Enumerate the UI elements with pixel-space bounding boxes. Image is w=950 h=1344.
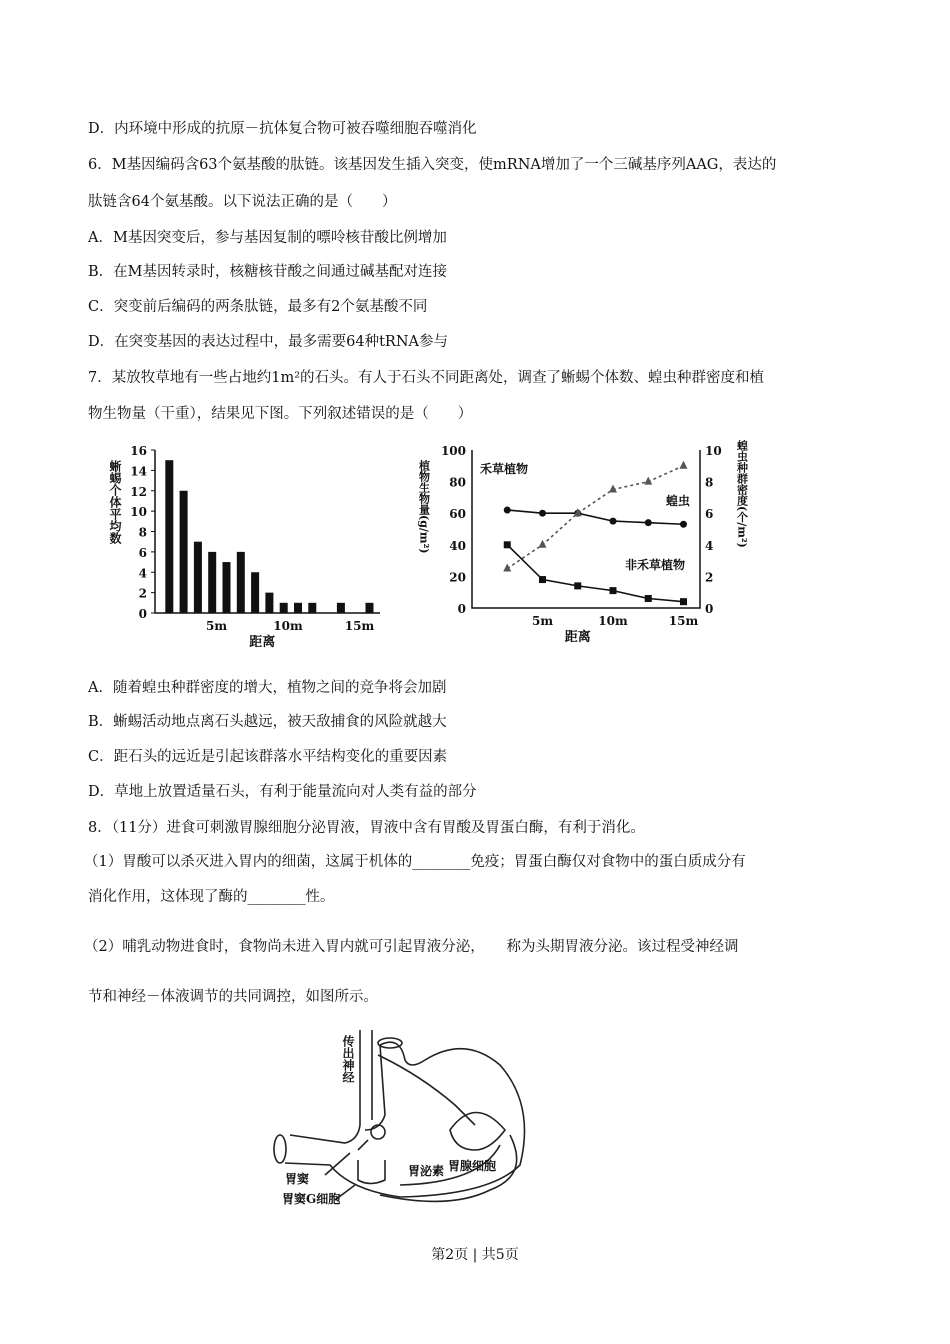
- bar: [280, 603, 288, 613]
- x-axis-label: 距离: [249, 635, 276, 650]
- bar: [180, 491, 188, 613]
- question-6: 6．M基因编码含63个氨基酸的肽链。该基因发生插入突变，使mRNA增加了一个三碱基序列AAG，表达的: [88, 157, 777, 173]
- y-tick-label: 40: [449, 538, 466, 553]
- x-tick-label: 15m: [344, 619, 375, 633]
- bar: [366, 603, 374, 613]
- stomach-diagram: [250, 1025, 550, 1225]
- option-a: A．随着蝗虫种群密度的增大，植物之间的竞争将会加剧: [88, 680, 447, 696]
- y-right-tick-label: 8: [705, 475, 714, 490]
- option-b: B．蜥蜴活动地点离石头越远，被天敌捕食的风险就越大: [88, 714, 447, 730]
- x-axis-label: 距离: [564, 630, 591, 645]
- bar: [194, 542, 202, 613]
- point: [680, 461, 688, 469]
- y-tick-label: 12: [130, 484, 147, 499]
- option-d: D．在突变基因的表达过程中，最多需要64种tRNA参与: [88, 334, 448, 350]
- point: [574, 582, 581, 589]
- point: [680, 598, 687, 605]
- y-right-tick-label: 0: [705, 602, 714, 616]
- lizard-bar-chart: [95, 430, 415, 650]
- point: [504, 507, 511, 514]
- text-line: 节和神经－体液调节的共同调控，如图所示。: [88, 989, 378, 1005]
- series-label: 蝗虫: [665, 494, 691, 508]
- y-right-tick-label: 2: [705, 570, 714, 585]
- bar: [165, 460, 173, 613]
- y-right-tick-label: 6: [705, 507, 714, 522]
- y-tick-label: 2: [138, 586, 147, 601]
- x-tick-label: 5m: [531, 614, 554, 628]
- text-line: 消化作用，这体现了酶的________性。: [88, 889, 335, 905]
- point: [539, 540, 547, 548]
- x-tick-label: 15m: [668, 614, 699, 628]
- y-tick-label: 16: [130, 444, 147, 458]
- question-7: 7．某放牧草地有一些占地约1m²的石头。有人于石头不同距离处，调查了蜥蜴个体数、蝗虫种群密度和植: [88, 370, 765, 386]
- gastric-gland-cell-label: 胃腺细胞: [448, 1159, 497, 1173]
- plant-locust-line-chart: [410, 430, 760, 650]
- point: [680, 521, 687, 528]
- x-tick-label: 5m: [205, 619, 228, 633]
- bar: [265, 593, 273, 613]
- series-line: [507, 510, 683, 524]
- bar: [208, 552, 216, 613]
- y-right-axis-label: 蝗虫种群密度(个/m²): [735, 440, 749, 548]
- bar: [251, 572, 259, 613]
- y-tick-label: 0: [138, 607, 147, 621]
- bar: [294, 603, 302, 613]
- bar: [237, 552, 245, 613]
- question-8: 8．（11分）进食可刺激胃腺细胞分泌胃液，胃液中含有胃酸及胃蛋白酶，有利于消化。: [88, 820, 645, 836]
- point: [609, 485, 617, 493]
- y-axis-label: 植物生物量(g/m²): [417, 460, 431, 554]
- bar: [308, 603, 316, 613]
- option-c: C．距石头的远近是引起该群落水平结构变化的重要因素: [88, 749, 448, 765]
- gastrin-label: 胃泌素: [408, 1164, 445, 1178]
- y-tick-label: 80: [449, 475, 466, 490]
- y-tick-label: 6: [138, 545, 147, 560]
- x-tick-label: 10m: [273, 619, 303, 633]
- page-footer: 第2页 | 共5页: [431, 1247, 519, 1263]
- y-tick-label: 4: [138, 566, 147, 581]
- series-label: 禾草植物: [479, 462, 529, 476]
- y-tick-label: 20: [449, 570, 466, 585]
- point: [610, 518, 617, 525]
- y-tick-label: 60: [449, 507, 466, 522]
- option-d: D．草地上放置适量石头，有利于能量流向对人类有益的部分: [88, 784, 477, 800]
- text-line: 肽链含64个氨基酸。以下说法正确的是（ ）: [88, 194, 397, 210]
- y-right-tick-label: 10: [705, 444, 722, 458]
- option-a: A．M基因突变后，参与基因复制的嘌呤核苷酸比例增加: [88, 230, 447, 246]
- y-axis-label: 蜥蜴个体平均数: [108, 460, 122, 544]
- text-line: D．内环境中形成的抗原－抗体复合物可被吞噬细胞吞噬消化: [88, 121, 477, 137]
- option-c: C．突变前后编码的两条肽链，最多有2个氨基酸不同: [88, 299, 428, 315]
- series-label: 非禾草植物: [624, 558, 686, 572]
- point: [539, 576, 546, 583]
- y-tick-label: 8: [138, 525, 147, 540]
- point: [645, 519, 652, 526]
- point: [504, 541, 511, 548]
- x-tick-label: 10m: [598, 614, 628, 628]
- y-tick-label: 10: [130, 505, 147, 520]
- y-tick-label: 14: [130, 464, 147, 479]
- point: [610, 587, 617, 594]
- y-tick-label: 100: [440, 444, 466, 458]
- point: [644, 477, 652, 485]
- antrum-g-cell-label: 胃窦G细胞: [282, 1192, 341, 1206]
- y-tick-label: 0: [457, 602, 466, 616]
- efferent-nerve-label: 传出神经: [341, 1035, 355, 1083]
- antrum-label: 胃窦: [285, 1172, 310, 1186]
- series-line: [507, 545, 686, 602]
- subquestion-1: （1）胃酸可以杀灭进入胃内的细菌，这属于机体的________免疫；胃蛋白酶仅对食物中的蛋白质成分有: [84, 854, 746, 870]
- point: [645, 595, 652, 602]
- text-line: 物生物量（干重），结果见下图。下列叙述错误的是（ ）: [88, 406, 473, 422]
- y-right-tick-label: 4: [705, 538, 714, 553]
- subquestion-2: （2）哺乳动物进食时，食物尚未进入胃内就可引起胃液分泌， 称为头期胃液分泌。该过程受神经调: [84, 939, 739, 955]
- point: [539, 510, 546, 517]
- option-b: B．在M基因转录时，核糖核苷酸之间通过碱基配对连接: [88, 264, 448, 280]
- bar: [337, 603, 345, 613]
- bar: [223, 562, 231, 613]
